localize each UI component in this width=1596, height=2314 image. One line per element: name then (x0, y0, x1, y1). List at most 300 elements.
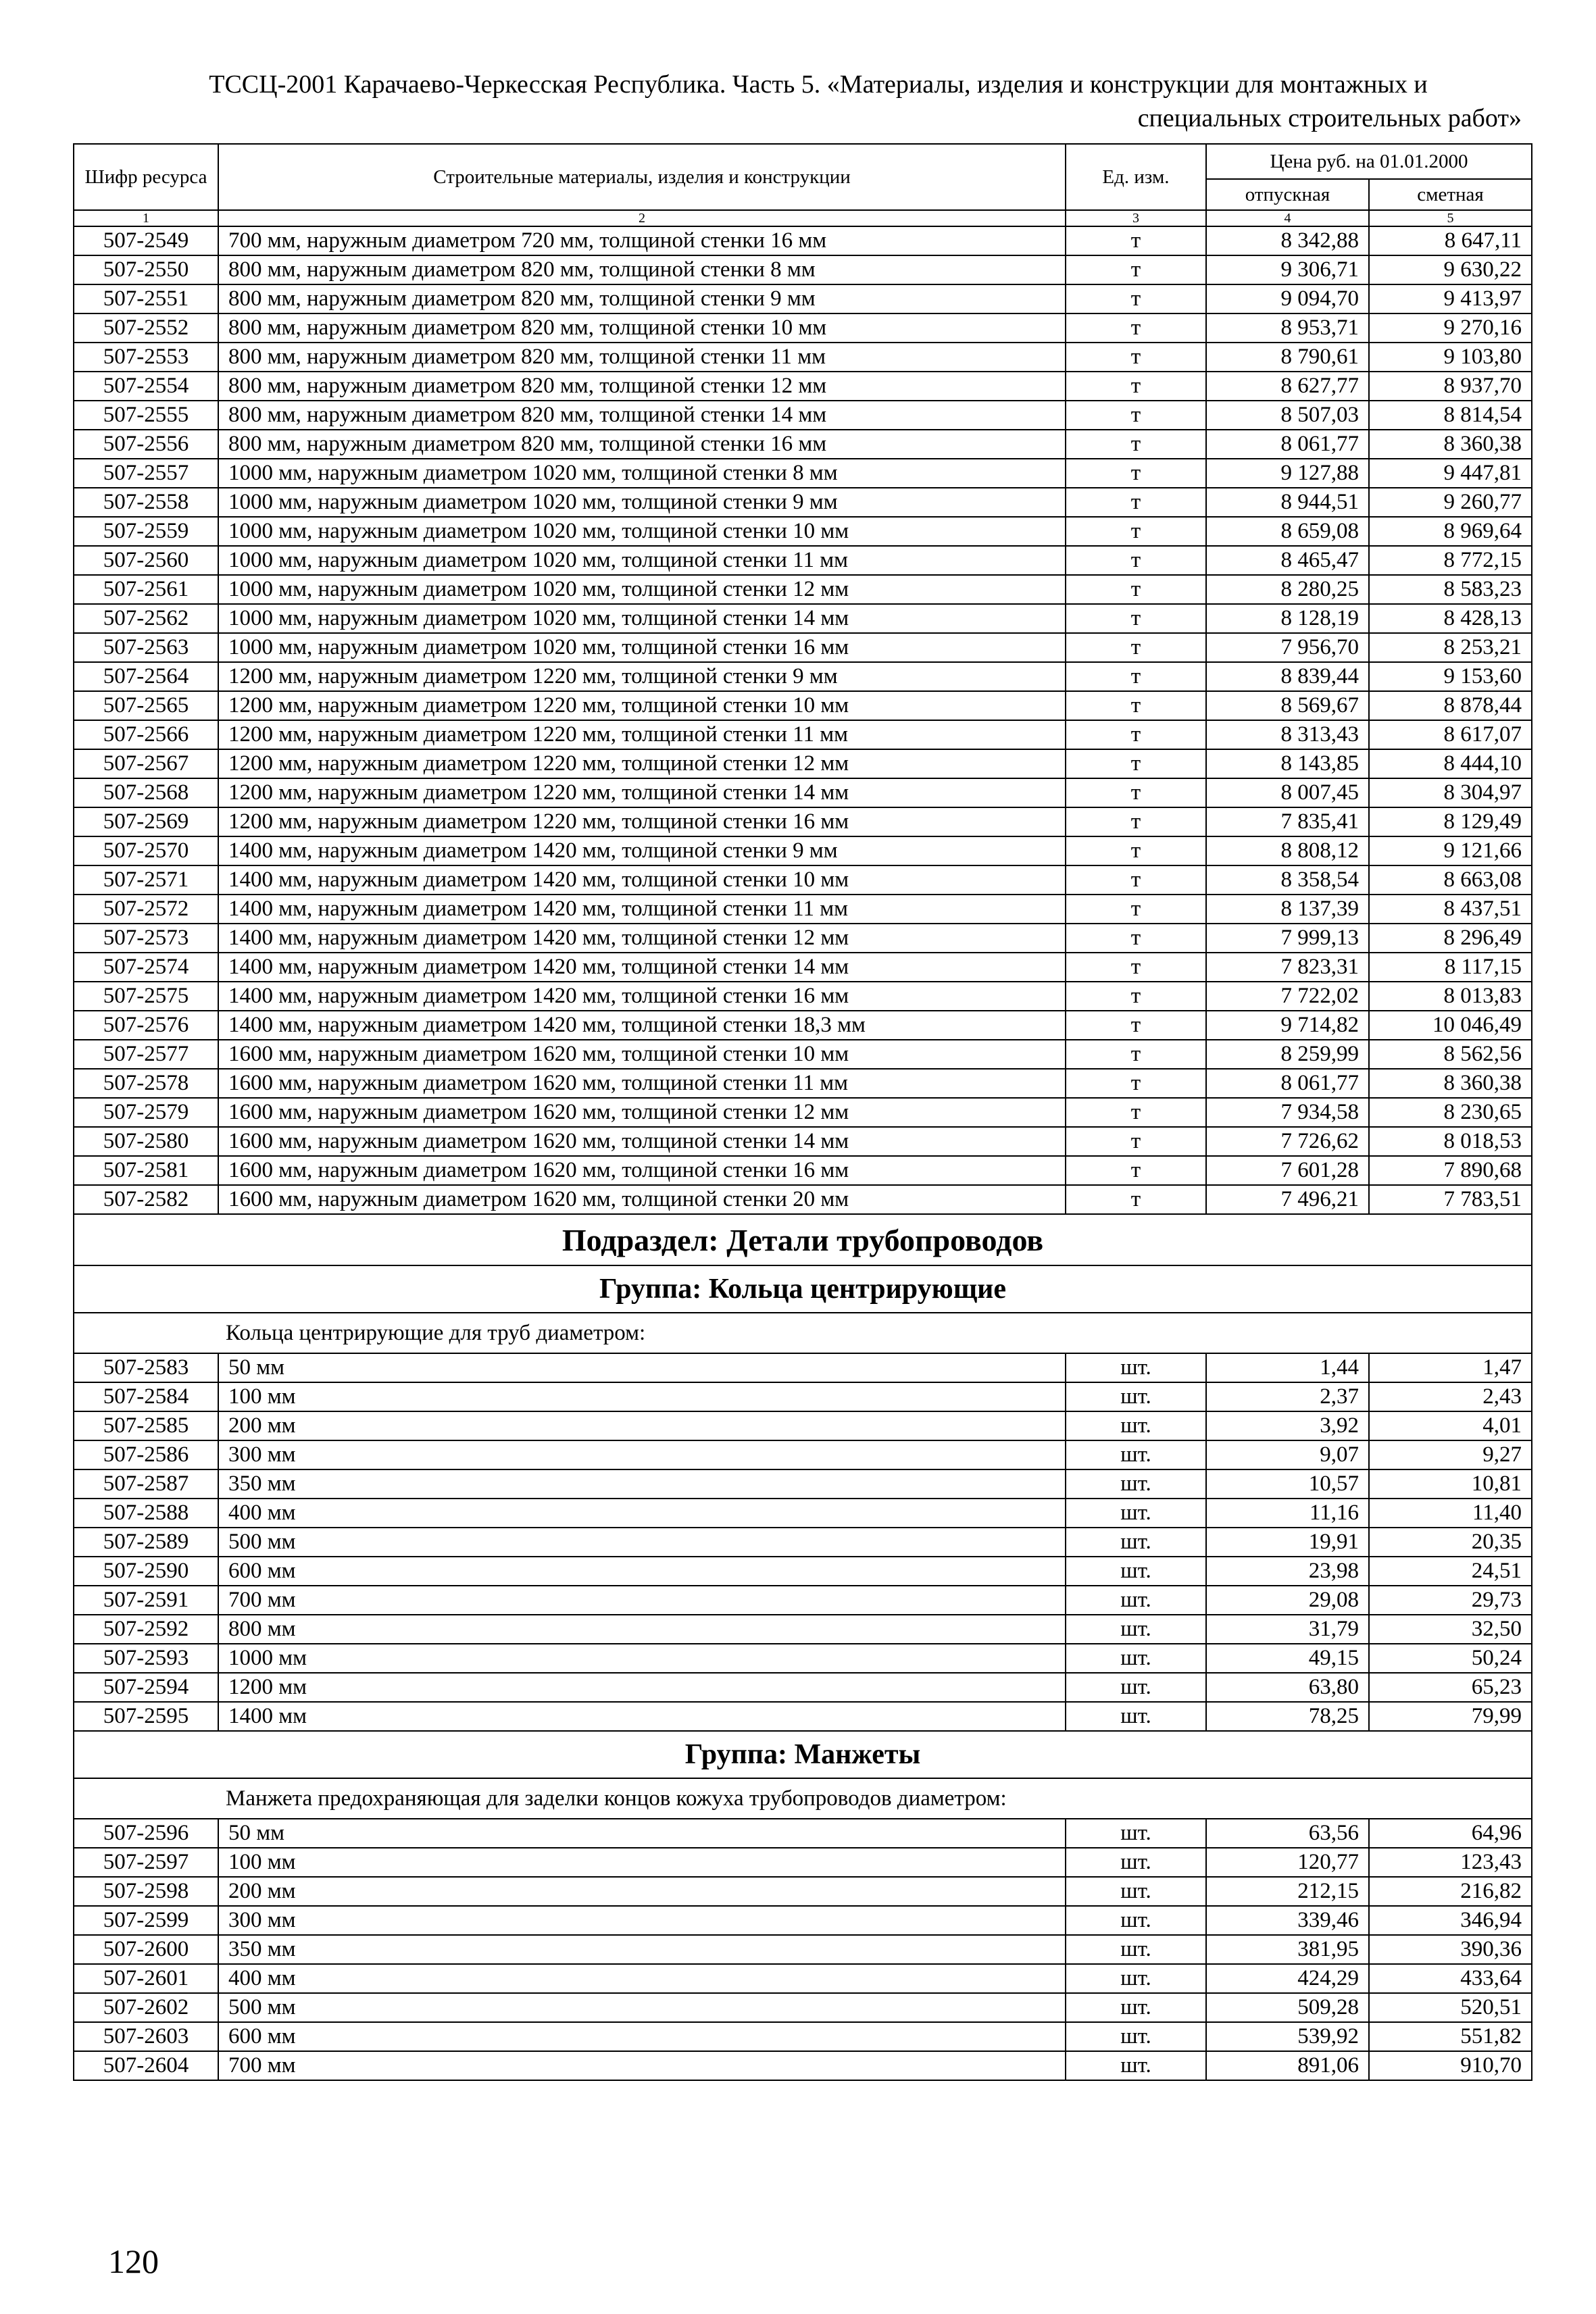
retail-price: 8 143,85 (1206, 749, 1369, 778)
column-number: 5 (1369, 210, 1532, 226)
resource-name: 1400 мм, наружным диаметром 1420 мм, толщиной стенки 16 мм (218, 982, 1066, 1011)
resource-code: 507-2584 (74, 1382, 218, 1411)
resource-name: 800 мм, наружным диаметром 820 мм, толщиной стенки 14 мм (218, 401, 1066, 430)
retail-price: 8 137,39 (1206, 895, 1369, 924)
resource-code: 507-2583 (74, 1353, 218, 1382)
column-number: 2 (218, 210, 1066, 226)
table-row (74, 1557, 1532, 1586)
estimate-price: 24,51 (1369, 1557, 1532, 1586)
resource-code: 507-2580 (74, 1127, 218, 1156)
estimate-price: 8 663,08 (1369, 865, 1532, 895)
table-row (74, 1528, 1532, 1557)
unit: шт. (1066, 1877, 1206, 1906)
retail-price: 8 953,71 (1206, 313, 1369, 343)
unit: т (1066, 313, 1206, 343)
unit: шт. (1066, 1702, 1206, 1731)
resource-code: 507-2597 (74, 1848, 218, 1877)
table-row (74, 1586, 1532, 1615)
table-row (74, 372, 1532, 401)
retail-price: 381,95 (1206, 1935, 1369, 1964)
resource-code: 507-2558 (74, 488, 218, 517)
unit: т (1066, 1156, 1206, 1185)
retail-price: 339,46 (1206, 1906, 1369, 1935)
table-row (74, 1353, 1532, 1382)
estimate-price: 8 437,51 (1369, 895, 1532, 924)
resource-code: 507-2587 (74, 1469, 218, 1499)
estimate-price: 20,35 (1369, 1528, 1532, 1557)
retail-price: 891,06 (1206, 2051, 1369, 2080)
retail-price: 29,08 (1206, 1586, 1369, 1615)
retail-price: 212,15 (1206, 1877, 1369, 1906)
unit: т (1066, 604, 1206, 633)
resource-code: 507-2567 (74, 749, 218, 778)
table-row (74, 1644, 1532, 1673)
table-row (74, 1127, 1532, 1156)
estimate-price: 10 046,49 (1369, 1011, 1532, 1040)
resource-code: 507-2594 (74, 1673, 218, 1702)
resource-name: 1600 мм, наружным диаметром 1620 мм, толщиной стенки 11 мм (218, 1069, 1066, 1098)
estimate-price: 9 413,97 (1369, 284, 1532, 313)
unit: т (1066, 1069, 1206, 1098)
unit: т (1066, 1040, 1206, 1069)
unit: шт. (1066, 1644, 1206, 1673)
header-estimate: сметная (1369, 179, 1532, 210)
unit: т (1066, 1098, 1206, 1127)
table-row (74, 226, 1532, 255)
resource-name: 350 мм (218, 1935, 1066, 1964)
estimate-price: 9 447,81 (1369, 459, 1532, 488)
resource-code: 507-2568 (74, 778, 218, 807)
resource-code: 507-2552 (74, 313, 218, 343)
resource-name: 1000 мм, наружным диаметром 1020 мм, толщиной стенки 9 мм (218, 488, 1066, 517)
resource-code: 507-2598 (74, 1877, 218, 1906)
table-row (74, 865, 1532, 895)
unit: шт. (1066, 1382, 1206, 1411)
retail-price: 8 007,45 (1206, 778, 1369, 807)
table-row (74, 1993, 1532, 2022)
resource-name: 100 мм (218, 1848, 1066, 1877)
estimate-price: 9 103,80 (1369, 343, 1532, 372)
table-row (74, 343, 1532, 372)
resource-code: 507-2595 (74, 1702, 218, 1731)
resource-name: 800 мм, наружным диаметром 820 мм, толщиной стенки 9 мм (218, 284, 1066, 313)
unit: шт. (1066, 1557, 1206, 1586)
resource-name: 1400 мм, наружным диаметром 1420 мм, толщиной стенки 9 мм (218, 836, 1066, 865)
table-row (74, 1011, 1532, 1040)
resource-code: 507-2603 (74, 2022, 218, 2051)
estimate-price: 8 013,83 (1369, 982, 1532, 1011)
estimate-price: 8 937,70 (1369, 372, 1532, 401)
table-row (74, 575, 1532, 604)
rings-section (74, 1353, 1532, 1731)
resource-code: 507-2581 (74, 1156, 218, 1185)
retail-price: 63,80 (1206, 1673, 1369, 1702)
subsection-title: Подраздел: Детали трубопроводов (74, 1214, 1532, 1265)
unit: т (1066, 517, 1206, 546)
resource-name: 700 мм (218, 1586, 1066, 1615)
group-intro: Манжета предохраняющая для заделки концов кожуха трубопроводов диаметром: (74, 1778, 1532, 1819)
estimate-price: 64,96 (1369, 1819, 1532, 1848)
unit: шт. (1066, 1964, 1206, 1993)
retail-price: 509,28 (1206, 1993, 1369, 2022)
table-row (74, 517, 1532, 546)
resource-name: 1600 мм, наружным диаметром 1620 мм, толщиной стенки 12 мм (218, 1098, 1066, 1127)
unit: т (1066, 372, 1206, 401)
table-row (74, 1469, 1532, 1499)
unit: т (1066, 284, 1206, 313)
resource-name: 600 мм (218, 1557, 1066, 1586)
cuffs-section (74, 1819, 1532, 2080)
retail-price: 7 999,13 (1206, 924, 1369, 953)
unit: т (1066, 691, 1206, 720)
unit: шт. (1066, 1411, 1206, 1440)
table-row (74, 1499, 1532, 1528)
resource-code: 507-2556 (74, 430, 218, 459)
unit: шт. (1066, 1935, 1206, 1964)
resource-name: 1200 мм, наружным диаметром 1220 мм, толщиной стенки 11 мм (218, 720, 1066, 749)
group-row (74, 1731, 1532, 1778)
subsection-block (74, 1214, 1532, 1353)
estimate-price: 8 878,44 (1369, 691, 1532, 720)
table-row (74, 1615, 1532, 1644)
table-row (74, 1382, 1532, 1411)
estimate-price: 8 772,15 (1369, 546, 1532, 575)
estimate-price: 390,36 (1369, 1935, 1532, 1964)
retail-price: 11,16 (1206, 1499, 1369, 1528)
resource-name: 500 мм (218, 1993, 1066, 2022)
resource-name: 1400 мм, наружным диаметром 1420 мм, толщиной стенки 12 мм (218, 924, 1066, 953)
resource-name: 1400 мм, наружным диаметром 1420 мм, толщиной стенки 10 мм (218, 865, 1066, 895)
unit: т (1066, 953, 1206, 982)
resource-code: 507-2575 (74, 982, 218, 1011)
table-row (74, 807, 1532, 836)
unit: шт. (1066, 1440, 1206, 1469)
resource-code: 507-2593 (74, 1644, 218, 1673)
estimate-price: 8 360,38 (1369, 430, 1532, 459)
resource-code: 507-2553 (74, 343, 218, 372)
estimate-price: 8 129,49 (1369, 807, 1532, 836)
retail-price: 8 061,77 (1206, 1069, 1369, 1098)
table-row (74, 953, 1532, 982)
subsection-row (74, 1214, 1532, 1265)
unit: т (1066, 720, 1206, 749)
resource-code: 507-2588 (74, 1499, 218, 1528)
retail-price: 23,98 (1206, 1557, 1369, 1586)
retail-price: 9 306,71 (1206, 255, 1369, 284)
resource-code: 507-2559 (74, 517, 218, 546)
unit: т (1066, 575, 1206, 604)
table-row (74, 1819, 1532, 1848)
resource-name: 1600 мм, наружным диаметром 1620 мм, толщиной стенки 16 мм (218, 1156, 1066, 1185)
resource-code: 507-2571 (74, 865, 218, 895)
estimate-price: 9 270,16 (1369, 313, 1532, 343)
resource-code: 507-2569 (74, 807, 218, 836)
unit: т (1066, 865, 1206, 895)
header-line-1: ТССЦ-2001 Карачаево-Черкесская Республика. Часть 5. «Материалы, изделия и конструкции для монтажных и (209, 70, 1428, 99)
retail-price: 7 722,02 (1206, 982, 1369, 1011)
retail-price: 78,25 (1206, 1702, 1369, 1731)
estimate-price: 9 121,66 (1369, 836, 1532, 865)
table-row (74, 1935, 1532, 1964)
resource-name: 1200 мм, наружным диаметром 1220 мм, толщиной стенки 9 мм (218, 662, 1066, 691)
estimate-price: 8 230,65 (1369, 1098, 1532, 1127)
resource-name: 1600 мм, наружным диаметром 1620 мм, толщиной стенки 14 мм (218, 1127, 1066, 1156)
resource-name: 200 мм (218, 1877, 1066, 1906)
retail-price: 8 944,51 (1206, 488, 1369, 517)
resource-name: 300 мм (218, 1906, 1066, 1935)
resource-code: 507-2570 (74, 836, 218, 865)
estimate-price: 551,82 (1369, 2022, 1532, 2051)
header-code: Шифр ресурса (74, 144, 218, 210)
retail-price: 7 496,21 (1206, 1185, 1369, 1214)
table-header-row (74, 144, 1532, 179)
resource-name: 800 мм, наружным диаметром 820 мм, толщиной стенки 8 мм (218, 255, 1066, 284)
unit: шт. (1066, 1499, 1206, 1528)
estimate-price: 32,50 (1369, 1615, 1532, 1644)
retail-price: 9 094,70 (1206, 284, 1369, 313)
resource-code: 507-2576 (74, 1011, 218, 1040)
retail-price: 9 714,82 (1206, 1011, 1369, 1040)
resource-name: 800 мм, наружным диаметром 820 мм, толщиной стенки 11 мм (218, 343, 1066, 372)
group-row (74, 1265, 1532, 1313)
table-row (74, 720, 1532, 749)
resource-code: 507-2602 (74, 1993, 218, 2022)
resource-code: 507-2592 (74, 1615, 218, 1644)
resource-name: 1400 мм, наружным диаметром 1420 мм, толщиной стенки 18,3 мм (218, 1011, 1066, 1040)
table-row (74, 1702, 1532, 1731)
estimate-price: 29,73 (1369, 1586, 1532, 1615)
retail-price: 7 726,62 (1206, 1127, 1369, 1156)
header-unit: Ед. изм. (1066, 144, 1206, 210)
group2-block (74, 1731, 1532, 1819)
estimate-price: 123,43 (1369, 1848, 1532, 1877)
resource-code: 507-2601 (74, 1964, 218, 1993)
unit: т (1066, 546, 1206, 575)
table-row (74, 430, 1532, 459)
retail-price: 8 061,77 (1206, 430, 1369, 459)
estimate-price: 7 890,68 (1369, 1156, 1532, 1185)
unit: шт. (1066, 1586, 1206, 1615)
estimate-price: 1,47 (1369, 1353, 1532, 1382)
unit: т (1066, 633, 1206, 662)
estimate-price: 9,27 (1369, 1440, 1532, 1469)
retail-price: 7 956,70 (1206, 633, 1369, 662)
page-header (74, 68, 1522, 135)
estimate-price: 346,94 (1369, 1906, 1532, 1935)
resource-name: 1000 мм, наружным диаметром 1020 мм, толщиной стенки 16 мм (218, 633, 1066, 662)
resource-name: 1400 мм, наружным диаметром 1420 мм, толщиной стенки 11 мм (218, 895, 1066, 924)
resource-name: 1000 мм, наружным диаметром 1020 мм, толщиной стенки 8 мм (218, 459, 1066, 488)
retail-price: 8 280,25 (1206, 575, 1369, 604)
resource-code: 507-2550 (74, 255, 218, 284)
table-row (74, 836, 1532, 865)
table-row (74, 1964, 1532, 1993)
retail-price: 8 839,44 (1206, 662, 1369, 691)
resource-name: 1000 мм, наружным диаметром 1020 мм, толщиной стенки 12 мм (218, 575, 1066, 604)
retail-price: 10,57 (1206, 1469, 1369, 1499)
resource-code: 507-2565 (74, 691, 218, 720)
retail-price: 8 313,43 (1206, 720, 1369, 749)
estimate-price: 10,81 (1369, 1469, 1532, 1499)
resource-name: 50 мм (218, 1819, 1066, 1848)
resource-code: 507-2572 (74, 895, 218, 924)
resource-code: 507-2557 (74, 459, 218, 488)
resource-name: 100 мм (218, 1382, 1066, 1411)
unit: т (1066, 778, 1206, 807)
table-row (74, 1411, 1532, 1440)
estimate-price: 8 647,11 (1369, 226, 1532, 255)
unit: т (1066, 459, 1206, 488)
unit: т (1066, 807, 1206, 836)
table-row (74, 1440, 1532, 1469)
table-row (74, 1877, 1532, 1906)
resource-code: 507-2564 (74, 662, 218, 691)
resource-code: 507-2574 (74, 953, 218, 982)
resource-name: 700 мм, наружным диаметром 720 мм, толщиной стенки 16 мм (218, 226, 1066, 255)
table-row (74, 1185, 1532, 1214)
unit: т (1066, 982, 1206, 1011)
table-row (74, 546, 1532, 575)
table-row (74, 662, 1532, 691)
unit: шт. (1066, 1848, 1206, 1877)
retail-price: 8 808,12 (1206, 836, 1369, 865)
column-number: 4 (1206, 210, 1369, 226)
estimate-price: 7 783,51 (1369, 1185, 1532, 1214)
table-row (74, 284, 1532, 313)
retail-price: 8 627,77 (1206, 372, 1369, 401)
resource-code: 507-2562 (74, 604, 218, 633)
estimate-price: 50,24 (1369, 1644, 1532, 1673)
resource-name: 300 мм (218, 1440, 1066, 1469)
retail-price: 7 601,28 (1206, 1156, 1369, 1185)
unit: т (1066, 749, 1206, 778)
retail-price: 31,79 (1206, 1615, 1369, 1644)
table-row (74, 982, 1532, 1011)
resource-code: 507-2582 (74, 1185, 218, 1214)
estimate-price: 8 360,38 (1369, 1069, 1532, 1098)
resource-code: 507-2555 (74, 401, 218, 430)
group-title: Группа: Манжеты (74, 1731, 1532, 1778)
table-row (74, 1848, 1532, 1877)
retail-price: 539,92 (1206, 2022, 1369, 2051)
table-row (74, 691, 1532, 720)
header-retail: отпускная (1206, 179, 1369, 210)
retail-price: 9 127,88 (1206, 459, 1369, 488)
estimate-price: 79,99 (1369, 1702, 1532, 1731)
retail-price: 19,91 (1206, 1528, 1369, 1557)
resource-code: 507-2561 (74, 575, 218, 604)
estimate-price: 8 617,07 (1369, 720, 1532, 749)
retail-price: 2,37 (1206, 1382, 1369, 1411)
unit: т (1066, 255, 1206, 284)
resource-name: 1000 мм, наружным диаметром 1020 мм, толщиной стенки 14 мм (218, 604, 1066, 633)
retail-price: 424,29 (1206, 1964, 1369, 1993)
retail-price: 9,07 (1206, 1440, 1369, 1469)
resource-code: 507-2591 (74, 1586, 218, 1615)
unit: шт. (1066, 1819, 1206, 1848)
retail-price: 63,56 (1206, 1819, 1369, 1848)
column-number: 1 (74, 210, 218, 226)
unit: т (1066, 1011, 1206, 1040)
table-row (74, 633, 1532, 662)
unit: шт. (1066, 1469, 1206, 1499)
unit: т (1066, 401, 1206, 430)
estimate-price: 8 304,97 (1369, 778, 1532, 807)
estimate-price: 9 260,77 (1369, 488, 1532, 517)
table-row (74, 2051, 1532, 2080)
table-row (74, 313, 1532, 343)
resource-name: 800 мм (218, 1615, 1066, 1644)
resource-name: 1400 мм, наружным диаметром 1420 мм, толщиной стенки 14 мм (218, 953, 1066, 982)
price-table (73, 143, 1532, 2081)
resource-name: 800 мм, наружным диаметром 820 мм, толщиной стенки 10 мм (218, 313, 1066, 343)
table-row (74, 2022, 1532, 2051)
retail-price: 49,15 (1206, 1644, 1369, 1673)
resource-name: 1400 мм (218, 1702, 1066, 1731)
resource-name: 1000 мм (218, 1644, 1066, 1673)
unit: т (1066, 1185, 1206, 1214)
table-row (74, 1040, 1532, 1069)
resource-code: 507-2560 (74, 546, 218, 575)
resource-code: 507-2585 (74, 1411, 218, 1440)
resource-code: 507-2596 (74, 1819, 218, 1848)
resource-name: 1600 мм, наружным диаметром 1620 мм, толщиной стенки 20 мм (218, 1185, 1066, 1214)
retail-price: 7 934,58 (1206, 1098, 1369, 1127)
resource-name: 200 мм (218, 1411, 1066, 1440)
resource-name: 1200 мм, наружным диаметром 1220 мм, толщиной стенки 14 мм (218, 778, 1066, 807)
estimate-price: 520,51 (1369, 1993, 1532, 2022)
retail-price: 7 835,41 (1206, 807, 1369, 836)
resource-name: 1200 мм, наружным диаметром 1220 мм, толщиной стенки 16 мм (218, 807, 1066, 836)
estimate-price: 8 814,54 (1369, 401, 1532, 430)
resource-code: 507-2599 (74, 1906, 218, 1935)
table-row (74, 1156, 1532, 1185)
group-intro: Кольца центрирующие для труб диаметром: (74, 1313, 1532, 1353)
unit: шт. (1066, 1615, 1206, 1644)
resource-code: 507-2586 (74, 1440, 218, 1469)
resource-name: 700 мм (218, 2051, 1066, 2080)
retail-price: 7 823,31 (1206, 953, 1369, 982)
retail-price: 8 128,19 (1206, 604, 1369, 633)
unit: шт. (1066, 1353, 1206, 1382)
group-title: Группа: Кольца центрирующие (74, 1265, 1532, 1313)
group-intro-row (74, 1778, 1532, 1819)
table-row (74, 1098, 1532, 1127)
header-line-2: специальных строительных работ» (1137, 104, 1522, 132)
resource-name: 1000 мм, наружным диаметром 1020 мм, толщиной стенки 11 мм (218, 546, 1066, 575)
header-name: Строительные материалы, изделия и конструкции (218, 144, 1066, 210)
resource-code: 507-2577 (74, 1040, 218, 1069)
unit: т (1066, 430, 1206, 459)
unit: т (1066, 343, 1206, 372)
retail-price: 8 358,54 (1206, 865, 1369, 895)
resource-name: 800 мм, наружным диаметром 820 мм, толщиной стенки 12 мм (218, 372, 1066, 401)
estimate-price: 2,43 (1369, 1382, 1532, 1411)
resource-name: 600 мм (218, 2022, 1066, 2051)
resource-name: 500 мм (218, 1528, 1066, 1557)
group-intro-row (74, 1313, 1532, 1353)
column-numbers-row (74, 210, 1532, 226)
unit: т (1066, 226, 1206, 255)
estimate-price: 11,40 (1369, 1499, 1532, 1528)
resource-code: 507-2604 (74, 2051, 218, 2080)
resource-code: 507-2563 (74, 633, 218, 662)
resource-code: 507-2549 (74, 226, 218, 255)
retail-price: 8 342,88 (1206, 226, 1369, 255)
resource-name: 400 мм (218, 1964, 1066, 1993)
resource-code: 507-2590 (74, 1557, 218, 1586)
estimate-price: 8 444,10 (1369, 749, 1532, 778)
